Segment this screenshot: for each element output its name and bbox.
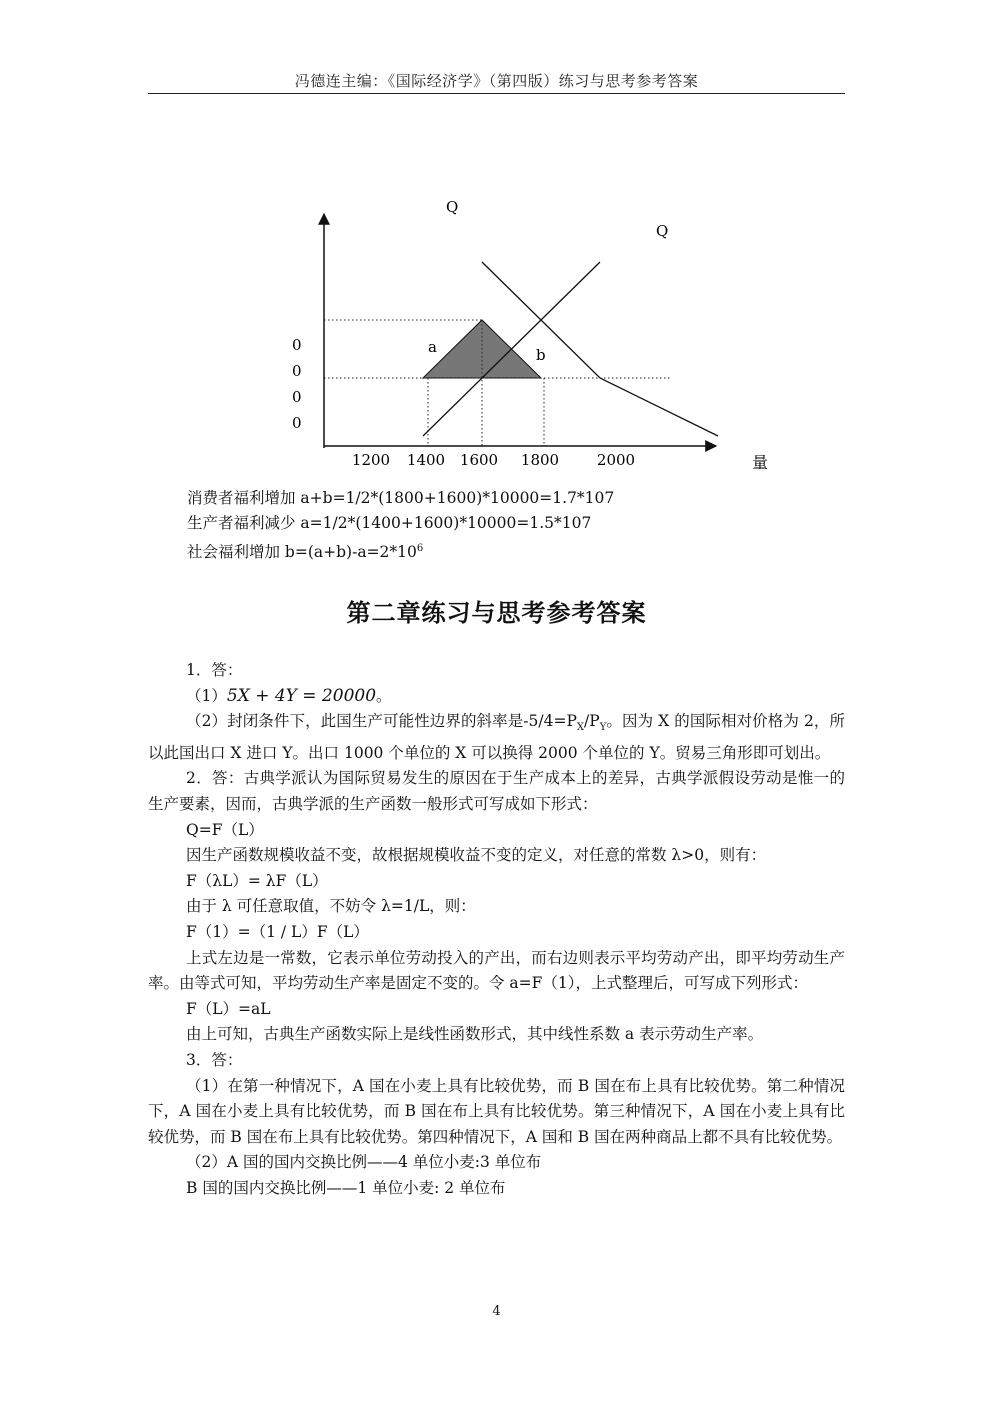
- calc-line-consumer: 消费者福利增加 a+b=1/2*(1800+1600)*10000=1.7*107: [187, 489, 615, 507]
- q1-part2: [148, 709, 845, 766]
- supply-demand-chart: [270, 180, 780, 480]
- running-header: 冯德连主编：《国际经济学》（第四版）练习与思考参考答案: [294, 72, 699, 90]
- y-tick-4: 0: [292, 414, 302, 432]
- q2-paragraph-3: 由于 λ 可任意取值，不妨令 λ=1/L，则：: [186, 897, 476, 916]
- q2-paragraph-2: 因生产函数规模收益不变，故根据规模收益不变的定义，对任意的常数 λ>0，则有：: [186, 846, 767, 865]
- x-tick-1200: 1200: [351, 451, 391, 469]
- point-label-b: b: [536, 346, 546, 364]
- q2-paragraph-1: 2．答：古典学派认为国际贸易发生的原因在于生产成本上的差异，古典学派假设劳动是惟一的生产要素，因而，古典学派的生产函数一般形式可写成如下形式：: [148, 769, 845, 814]
- calc-line-producer: 生产者福利减少 a=1/2*(1400+1600)*10000=1.5*107: [187, 514, 592, 532]
- q2-formula-1: Q=F（L）: [186, 820, 264, 839]
- q2-formula-2: F（λL）= λF（L）: [186, 871, 328, 890]
- q1-part1-num: （1）: [186, 686, 227, 705]
- q1-part2-a: （2）封闭条件下，此国生产可能性边界的斜率是-5/4=P: [186, 712, 577, 731]
- q3-part2: （2）A 国的国内交换比例——4 单位小麦:3 单位布: [186, 1153, 542, 1172]
- point-label-a: a: [428, 338, 437, 356]
- welfare-calculation: [187, 486, 837, 565]
- y-tick-2: 0: [292, 362, 302, 380]
- series-label-supply: Q: [446, 198, 459, 216]
- q1-part1-end: 。: [376, 686, 392, 705]
- q2-paragraph-4: 上式左边是一常数，它表示单位劳动投入的产出，而右边则表示平均劳动产出，即平均劳动生产率。由等式可知，平均劳动生产率是固定不变的。令 a=F（1），上式整理后，可写成下列形式：: [148, 948, 845, 993]
- q1-part2-sub-y: Y: [599, 722, 607, 734]
- q3-part3: B 国的国内交换比例——1 单位小麦: 2 单位布: [186, 1178, 506, 1197]
- x-tick-1400: 1400: [406, 451, 446, 469]
- calc-line-social-text: 社会福利增加 b=(a+b)-a=2*10: [187, 543, 417, 562]
- q2-formula-4: F（L）=aL: [186, 999, 271, 1018]
- q2-paragraph-5: 由上可知，古典生产函数实际上是线性函数形式，其中线性系数 a 表示劳动生产率。: [186, 1025, 764, 1044]
- answer-body: [148, 658, 845, 1202]
- calc-line-social-exponent: 6: [416, 543, 424, 554]
- q1-equation: 5X + 4Y = 20000: [226, 685, 377, 706]
- x-tick-2000: 2000: [596, 451, 636, 469]
- series-label-demand: Q: [656, 222, 669, 240]
- header-rule: [148, 93, 845, 94]
- calc-line-social: [187, 536, 837, 565]
- x-axis-label: 量: [752, 453, 769, 472]
- supply-curve: [423, 262, 600, 436]
- q1-part2-c: 。因为 X 的国际相对价格为 2，所以此国出口 X 进口 Y。出口 1000 个单位的 X 可以换得 2000 个单位的 Y。贸易三角形即可划出。: [148, 712, 845, 762]
- q3-heading: 3．答：: [186, 1051, 243, 1069]
- q2-formula-3: F（1）=（1 / L）F（L）: [186, 923, 369, 942]
- x-tick-1800: 1800: [520, 451, 560, 469]
- q1-heading: 1．答：: [186, 661, 243, 679]
- q1-part2-b: /P: [584, 712, 600, 731]
- q1-part2-sub-x: X: [576, 722, 585, 734]
- y-tick-3: 0: [292, 388, 302, 406]
- q1-part1: [148, 684, 845, 710]
- y-tick-1: 0: [292, 336, 302, 354]
- chapter-title: 第二章练习与思考参考答案: [346, 599, 647, 627]
- x-tick-1600: 1600: [459, 451, 499, 469]
- page-number: 4: [492, 1304, 501, 1319]
- q3-part1: （1）在第一种情况下，A 国在小麦上具有比较优势，而 B 国在布上具有比较优势。第二种情况下，A 国在小麦上具有比较优势，而 B 国在布上具有比较优势。第三种情况下，A 国在小麦上具有比较优势，而 B 国在布上具有比较优势。第四种情况下，A 国和 B 国在两种商品上都不具有比较优势。: [148, 1076, 845, 1146]
- demand-curve: [482, 262, 718, 436]
